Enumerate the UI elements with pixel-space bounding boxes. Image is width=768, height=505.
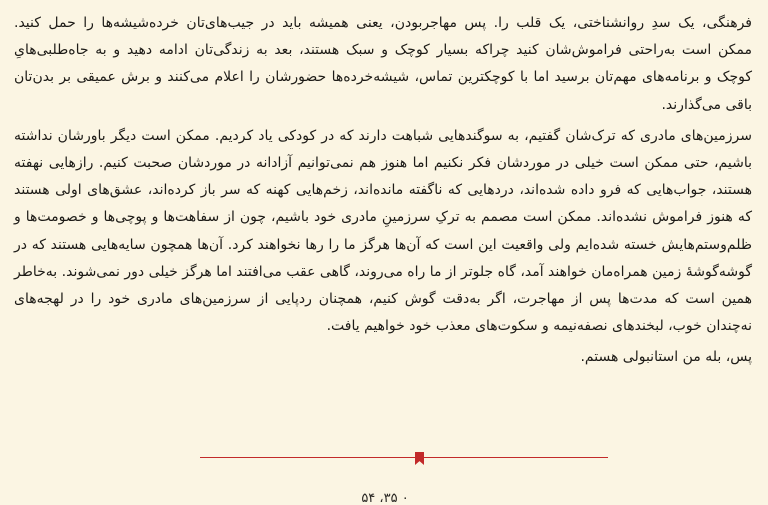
bookmark-icon xyxy=(415,452,424,465)
text-line: ممکن است به‌راحتی فراموش‌شان کنید چراکه بسیار کوچک و سبک هستند، بعد به زندگی‌تان ادامه دهید و به جاه‌طلبی‌هایِ xyxy=(14,42,752,59)
footer-divider xyxy=(200,457,608,458)
text-line: باشیم، حتی ممکن است خیلی در موردشان فکر نکنیم اما هنوز هم نمی‌توانیم آزادانه در موردشان صحبت کنیم. رازهایی نهفته xyxy=(14,154,752,171)
text-line: کوچک و برنامه‌های مهم‌تان برسید اما با کوچکترین تماس، شیشه‌خرده‌ها حضورشان را اعلام می‌کنند و برش عمیقی بر بدن‌تان xyxy=(14,69,752,86)
text-line: باقی می‌گذارند. xyxy=(661,96,752,113)
paragraph xyxy=(14,10,752,119)
text-line: سرزمین‌های مادری که ترک‌شان گفتیم، به سوگندهایی شباهت دارند که در کودکی یاد کردیم. ممکن است دیگر باورشان نداشته xyxy=(14,127,752,144)
text-line: که هنوز فراموش نشده‌اند. ممکن است مصمم به ترکِ سرزمینِ مادری خود باشیم، چون از سفاهت‌ها و پوچی‌ها و خصومت‌ها و xyxy=(14,209,752,226)
text-line: هستند، جواب‌هایی که فرو داده شده‌اند، دردهایی که ناگفته مانده‌اند، زخم‌هایی کهنه که سر باز کرده‌اند، عشق‌های اولی هستند xyxy=(14,182,752,199)
text-line: فرهنگی، یک سدِ روانشناختی، یک قلب را. پس مهاجربودن، یعنی همیشه باید در جیب‌های‌تان خرده‌شیشه‌ها را حمل کنید. xyxy=(14,15,752,31)
text-line: همین است که مدت‌ها پس از مهاجرت، اگر به‌دقت گوش کنیم، همچنان ردپایی از سرزمین‌های مادری خود را در لهجه‌های xyxy=(14,290,752,307)
text-line: گوشه‌گوشهٔ زمین همراه‌مان خواهند آمد، گاه جلوتر از ما راه می‌روند، گاهی عقب می‌افتند اما هرگز خیلی دور نمی‌شوند. به‌خاطر xyxy=(14,263,752,280)
paragraph xyxy=(14,123,752,341)
paragraph xyxy=(14,344,752,371)
text-line: نه‌چندان خوب، لبخندهای نصفه‌نیمه و سکوت‌های معذب خود خواهیم یافت. xyxy=(326,318,752,335)
body-text xyxy=(14,10,752,371)
text-line: ظلم‌وستم‌هایش خسته شده‌ایم ولی واقعیت این است که آن‌ها هرگز ما را رها نخواهند کرد. آن‌ها همچون سایه‌هایی هستند که در xyxy=(14,236,752,253)
page-number: ۵۴ ،۳۵ ۰ xyxy=(361,491,409,505)
text-line: پس، بله من استانبولی هستم. xyxy=(580,349,752,366)
